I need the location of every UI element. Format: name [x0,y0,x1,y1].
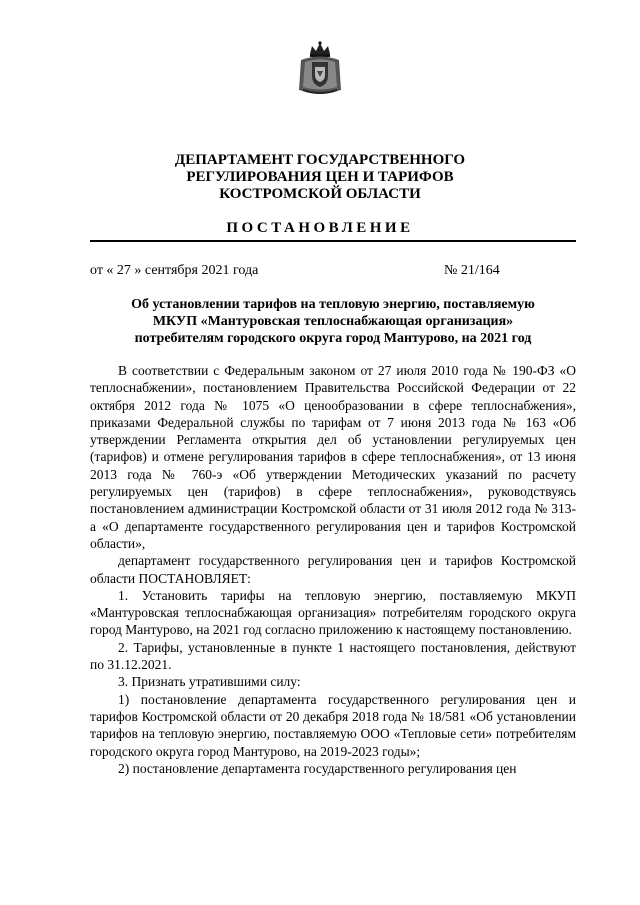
coat-of-arms-emblem [297,40,343,96]
subject-line: потребителям городского округа город Мантурово, на 2021 год [134,331,532,346]
department-line: ДЕПАРТАМЕНТ ГОСУДАРСТВЕННОГО [174,152,466,168]
clause-3-paragraph: 3. Признать утратившими силу: [118,674,301,690]
header-divider [90,240,576,242]
subject-line: Об установлении тарифов на тепловую энергию, поставляемую [131,297,535,312]
department-line: РЕГУЛИРОВАНИЯ ЦЕН И ТАРИФОВ [186,169,454,185]
clause-3-2-paragraph: 2) постановление департамента государственного регулирования цен [118,760,517,776]
clause-2-paragraph: 2. Тарифы, установленные в пункте 1 настоящего постановления, действуют по 31.12.2021. [90,639,576,673]
clause-3-1-paragraph: 1) постановление департамента государственного регулирования цен и тарифов Костромской области от 20 декабря 2018 года № 18/581 «Об установлении тарифов на тепловую энергию, поставляемую ООО «Тепловые сети» потребителям городского округа город Мантурово, на 2019-2023 годы»; [90,691,576,759]
document-body [90,362,576,777]
document-number: № 21/164 [444,263,500,278]
clause-1-paragraph: 1. Установить тарифы на тепловую энергию, поставляемую МКУП «Мантуровская теплоснабжающая организация» потребителям городского округа город Мантурово, на 2021 год согласно приложению к настоящему постановлению. [90,587,576,638]
document-type-title: ПОСТАНОВЛЕНИЕ [226,220,414,236]
department-line: КОСТРОМСКОЙ ОБЛАСТИ [219,186,421,202]
subject-line: МКУП «Мантуровская теплоснабжающая организация» [152,314,514,329]
document-subject [90,296,576,347]
department-name [90,152,550,203]
document-date: от « 27 » сентября 2021 года [90,263,259,278]
resolution-paragraph: департамент государственного регулирования цен и тарифов Костромской области ПОСТАНОВЛЯЕТ: [90,553,576,586]
preamble-paragraph: В соответствии с Федеральным законом от 27 июля 2010 года № 190-ФЗ «О теплоснабжении», постановлением Правительства Российской Федерации от 22 октября 2012 года № 1075 «О ценообразовании в сфере теплоснабжения», приказами Федеральной службы по тарифам от 7 июня 2013 года № 163 «Об утверждении Регламента открытия дел об установлении регулируемых цен (тарифов) и отмене регулирования тарифов в сфере теплоснабжения», от 13 июня 2013 года № 760-э «Об утверждении Методических указаний по расчету регулируемых цен (тарифов) в сфере теплоснабжения», руководствуясь постановлением администрации Костромской области от 31 июля 2012 года № 313-а «О департаменте государственного регулирования цен и тарифов Костромской области», [90,363,576,551]
